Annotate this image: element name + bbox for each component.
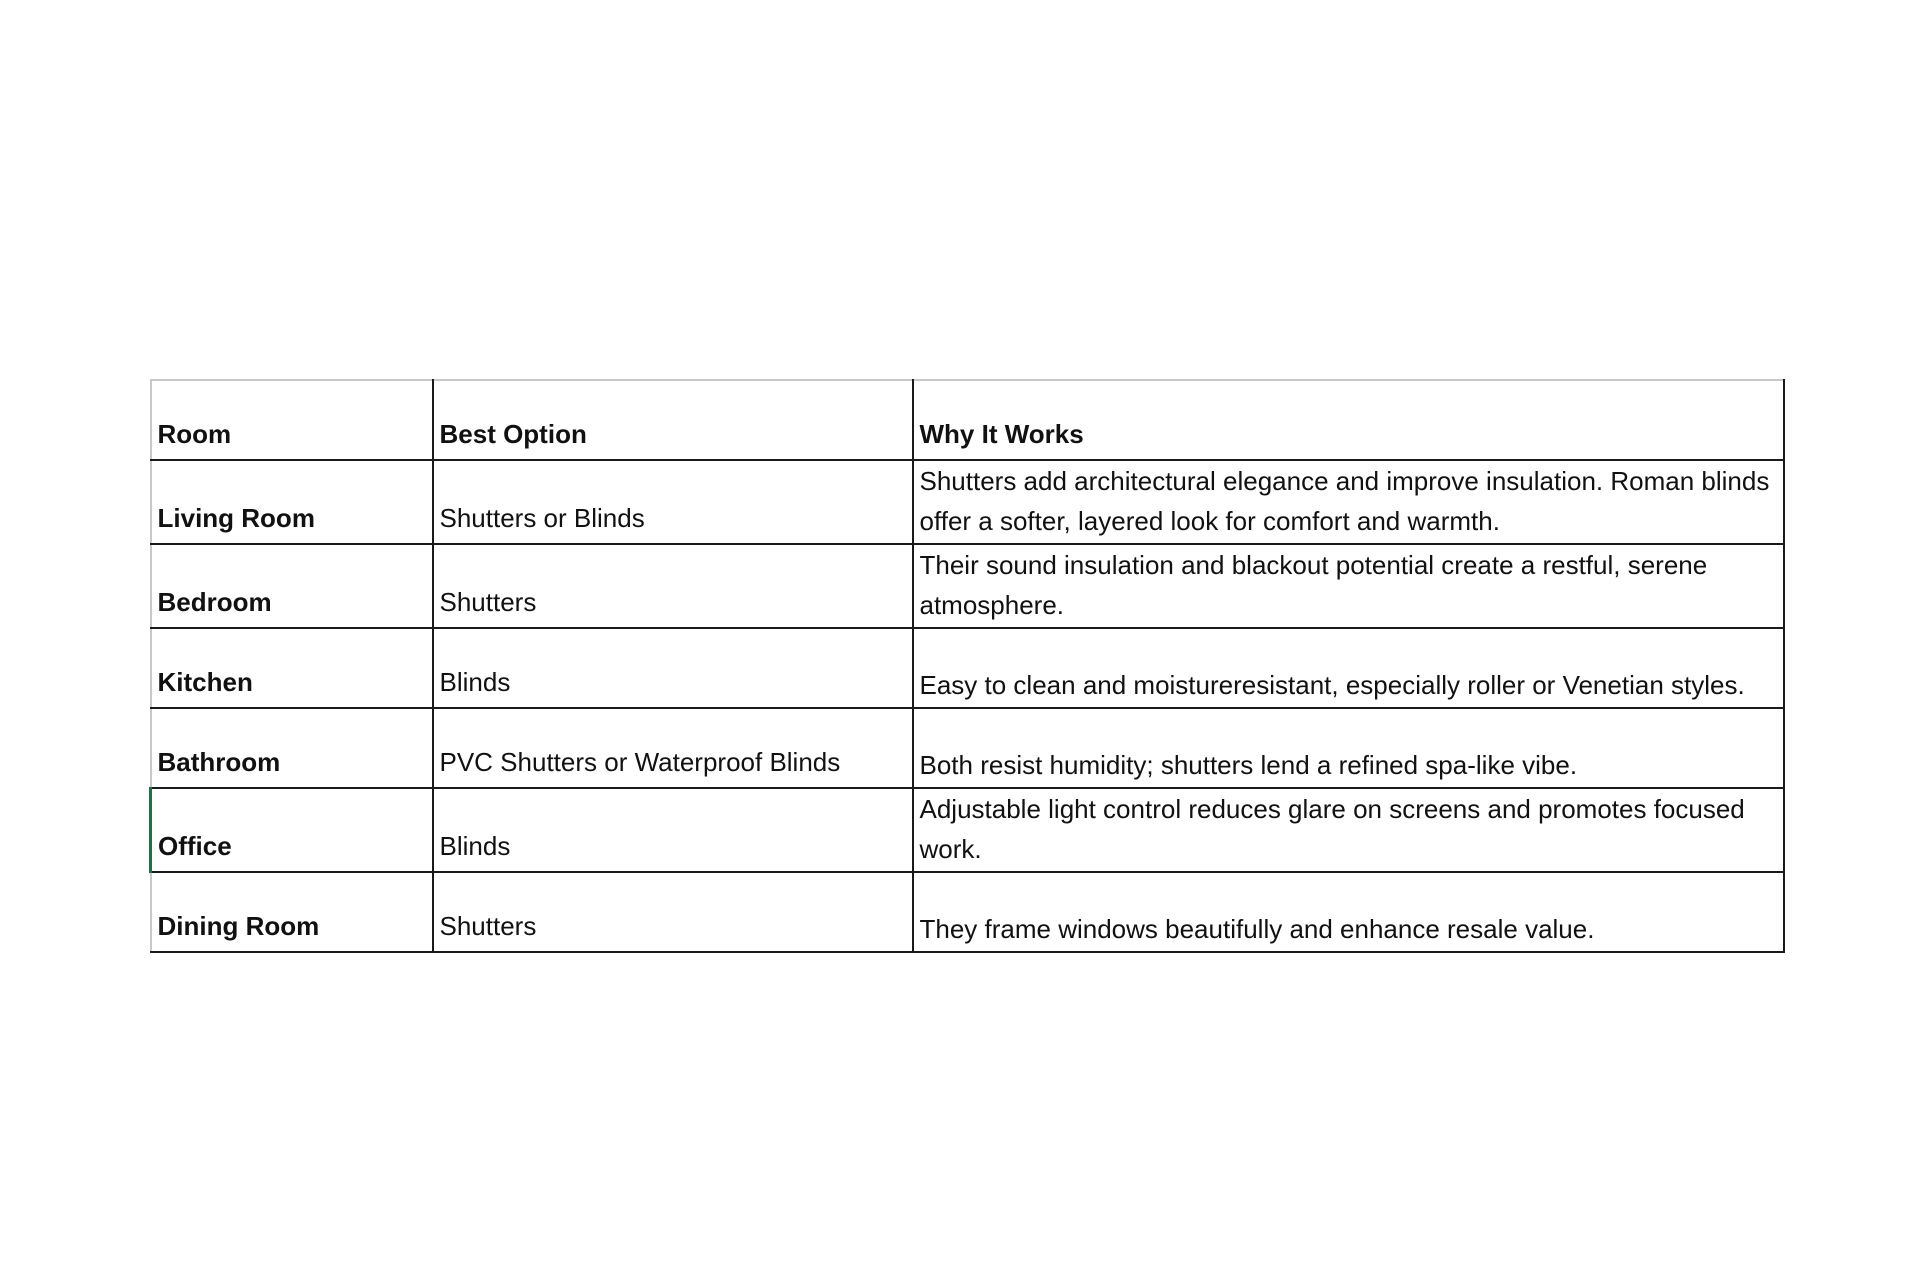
table-row xyxy=(151,872,1784,952)
why-it-works-cell[interactable]: Adjustable light control reduces glare on screens and promotes focused work. xyxy=(913,788,1784,872)
why-it-works-cell[interactable]: Both resist humidity; shutters lend a refined spa-like vibe. xyxy=(913,708,1784,788)
room-options-table xyxy=(149,379,1785,953)
table-row xyxy=(151,460,1784,544)
header-room[interactable]: Room xyxy=(151,380,433,460)
best-option-cell[interactable]: Shutters or Blinds xyxy=(433,460,913,544)
room-cell[interactable]: Bathroom xyxy=(151,708,433,788)
best-option-cell[interactable]: Shutters xyxy=(433,872,913,952)
best-option-cell[interactable]: Shutters xyxy=(433,544,913,628)
table-row xyxy=(151,544,1784,628)
why-it-works-cell[interactable]: Their sound insulation and blackout potential create a restful, serene atmosphere. xyxy=(913,544,1784,628)
header-best-option[interactable]: Best Option xyxy=(433,380,913,460)
header-row xyxy=(151,380,1784,460)
room-cell[interactable]: Dining Room xyxy=(151,872,433,952)
best-option-cell[interactable]: Blinds xyxy=(433,788,913,872)
best-option-cell[interactable]: PVC Shutters or Waterproof Blinds xyxy=(433,708,913,788)
room-cell[interactable]: Living Room xyxy=(151,460,433,544)
why-it-works-cell[interactable]: They frame windows beautifully and enhance resale value. xyxy=(913,872,1784,952)
table-row xyxy=(151,708,1784,788)
table-row xyxy=(151,788,1784,872)
why-it-works-cell[interactable]: Easy to clean and moistureresistant, especially roller or Venetian styles. xyxy=(913,628,1784,708)
header-why-it-works[interactable]: Why It Works xyxy=(913,380,1784,460)
room-cell[interactable]: Kitchen xyxy=(151,628,433,708)
room-cell[interactable]: Office xyxy=(151,788,433,872)
best-option-cell[interactable]: Blinds xyxy=(433,628,913,708)
table-row xyxy=(151,628,1784,708)
why-it-works-cell[interactable]: Shutters add architectural elegance and improve insulation. Roman blinds offer a softer, layered look for comfort and warmth. xyxy=(913,460,1784,544)
room-cell[interactable]: Bedroom xyxy=(151,544,433,628)
